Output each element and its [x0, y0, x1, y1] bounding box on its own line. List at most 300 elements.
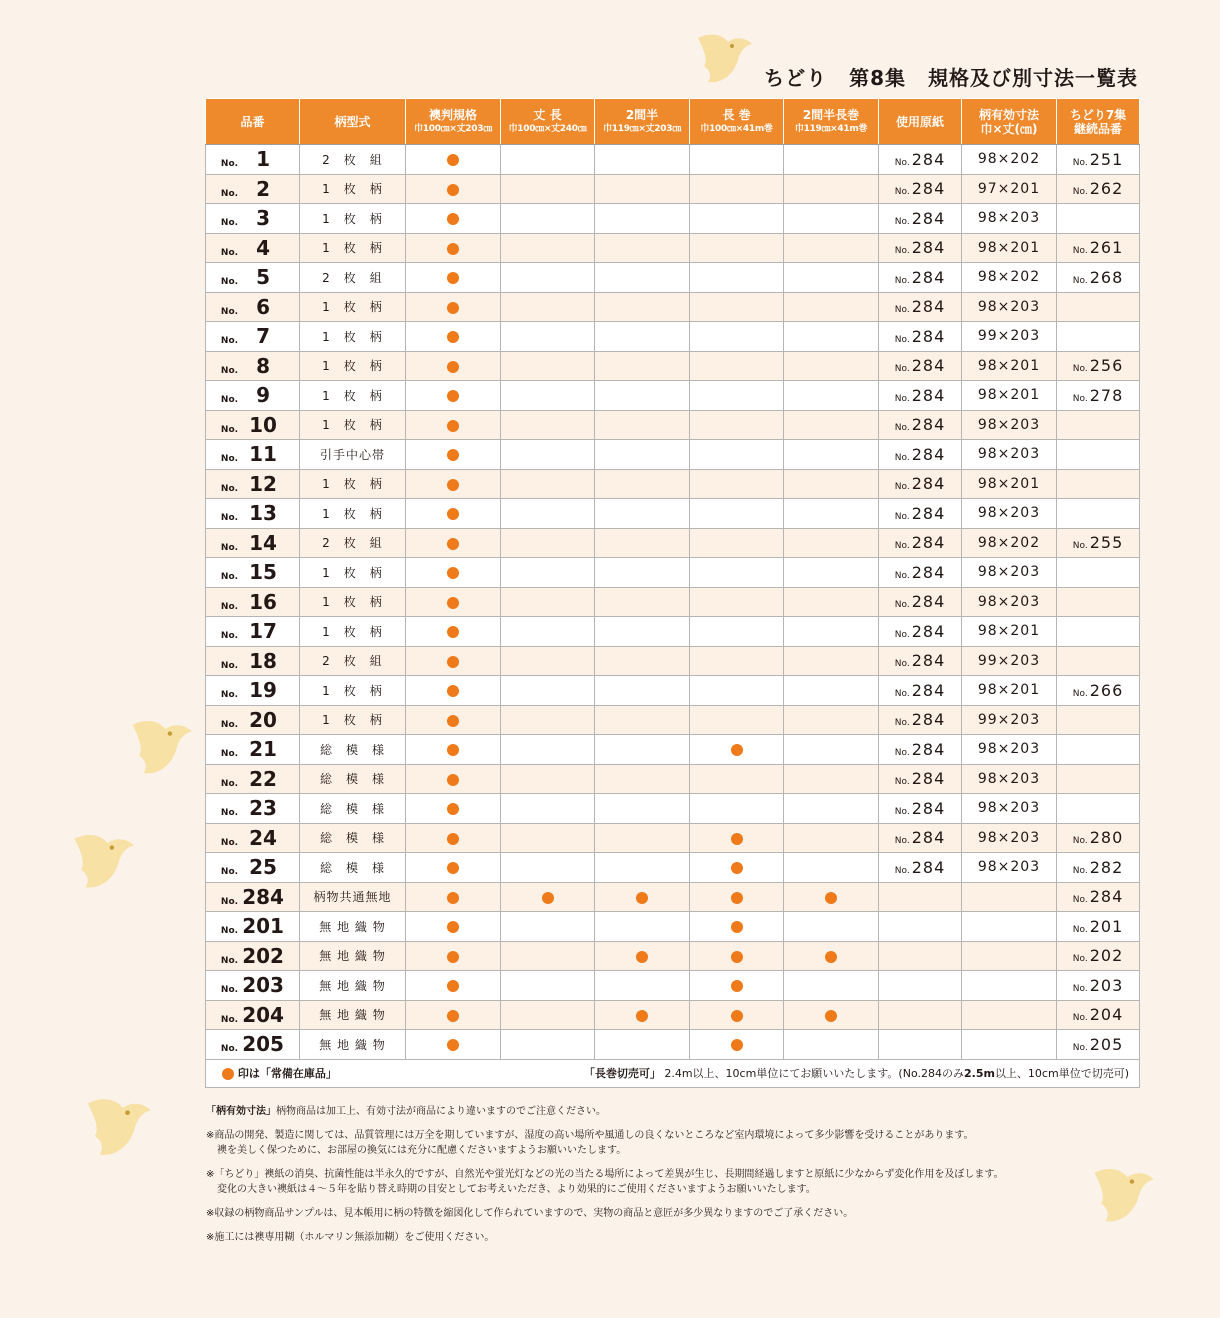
effective-size-cell	[962, 941, 1057, 971]
no-prefix: No.	[894, 747, 910, 758]
base-paper-cell	[879, 174, 962, 204]
table-row	[206, 440, 1140, 470]
effective-size-cell: 98×201	[962, 351, 1057, 381]
niken-roll-cell	[784, 263, 879, 293]
previous-number-cell	[1057, 1000, 1140, 1030]
previous-number-cell	[1057, 204, 1140, 234]
base-paper-number: 284	[911, 503, 946, 523]
previous-number: 266	[1089, 680, 1124, 700]
long-size-cell	[501, 912, 595, 942]
base-paper-number: 284	[911, 385, 946, 405]
base-paper-cell	[879, 941, 962, 971]
base-paper-cell	[879, 499, 962, 529]
std-size-cell	[406, 676, 501, 706]
orange-dot-icon	[825, 951, 837, 963]
long-size-cell	[501, 853, 595, 883]
std-size-cell	[406, 204, 501, 234]
niken-roll-cell	[784, 587, 879, 617]
no-prefix: No.	[220, 454, 239, 465]
note-item	[206, 1206, 1126, 1221]
stock-legend-label: 「常備在庫品」	[259, 1067, 337, 1080]
product-number: 12	[249, 471, 277, 496]
pattern-type-cell: 1 枚 柄	[300, 705, 406, 735]
table-row	[206, 499, 1140, 529]
no-prefix: No.	[220, 336, 239, 347]
base-paper-cell	[879, 204, 962, 234]
orange-dot-icon	[825, 1010, 837, 1022]
product-number: 7	[256, 324, 271, 349]
orange-dot-icon	[731, 833, 743, 845]
orange-dot-icon	[731, 951, 743, 963]
previous-number-cell	[1057, 1030, 1140, 1060]
previous-number: 268	[1089, 267, 1124, 287]
pattern-type-cell: 1 枚 柄	[300, 381, 406, 411]
roll-cell	[690, 794, 784, 824]
std-size-cell	[406, 1000, 501, 1030]
no-prefix: No.	[894, 393, 910, 404]
niken-size-cell	[595, 941, 690, 971]
no-prefix: No.	[894, 246, 910, 257]
no-prefix: No.	[894, 482, 910, 493]
no-prefix: No.	[220, 926, 239, 937]
base-paper-number: 284	[911, 474, 946, 494]
roll-cell	[690, 263, 784, 293]
roll-cell	[690, 676, 784, 706]
niken-roll-cell	[784, 764, 879, 794]
niken-size-cell	[595, 263, 690, 293]
product-number-cell	[206, 381, 300, 411]
product-number: 21	[249, 737, 277, 762]
orange-dot-icon	[447, 656, 459, 668]
effective-size-cell: 99×203	[962, 646, 1057, 676]
no-prefix: No.	[894, 600, 910, 611]
base-paper-cell	[879, 587, 962, 617]
orange-dot-icon	[447, 479, 459, 491]
orange-dot-icon	[447, 892, 459, 904]
niken-roll-cell	[784, 705, 879, 735]
column-header	[406, 99, 501, 145]
no-prefix: No.	[220, 159, 239, 170]
no-prefix: No.	[1072, 1042, 1088, 1053]
roll-cell	[690, 558, 784, 588]
roll-cell	[690, 764, 784, 794]
product-number: 202	[242, 943, 284, 968]
long-size-cell	[501, 174, 595, 204]
pattern-type-cell: 無 地 織 物	[300, 1030, 406, 1060]
cut-legend-label: 「長巻切売可」	[583, 1067, 661, 1080]
base-paper-number: 284	[911, 769, 946, 789]
long-size-cell	[501, 1000, 595, 1030]
roll-cell	[690, 528, 784, 558]
product-number: 25	[249, 855, 277, 880]
no-prefix: No.	[220, 395, 239, 406]
no-prefix: No.	[894, 688, 910, 699]
base-paper-number: 284	[911, 562, 946, 582]
product-number: 24	[249, 825, 277, 850]
orange-dot-icon	[447, 1010, 459, 1022]
previous-number-cell	[1057, 263, 1140, 293]
no-prefix: No.	[220, 631, 239, 642]
previous-number: 204	[1089, 1005, 1124, 1025]
no-prefix: No.	[894, 836, 910, 847]
base-paper-number: 284	[911, 208, 946, 228]
base-paper-number: 284	[911, 149, 946, 169]
effective-size-cell: 98×203	[962, 823, 1057, 853]
product-number: 4	[256, 235, 271, 260]
niken-roll-cell	[784, 853, 879, 883]
niken-roll-cell	[784, 882, 879, 912]
column-header	[784, 99, 879, 145]
effective-size-cell: 98×203	[962, 499, 1057, 529]
pattern-type-cell: 無 地 織 物	[300, 912, 406, 942]
cut-legend-after: 以上、10cm単位で切売可)	[994, 1067, 1129, 1080]
no-prefix: No.	[894, 275, 910, 286]
effective-size-cell: 98×203	[962, 558, 1057, 588]
product-number: 9	[256, 383, 271, 408]
base-paper-cell	[879, 469, 962, 499]
long-size-cell	[501, 941, 595, 971]
roll-cell	[690, 322, 784, 352]
table-row	[206, 381, 1140, 411]
niken-size-cell	[595, 528, 690, 558]
effective-size-cell: 98×203	[962, 204, 1057, 234]
long-size-cell	[501, 263, 595, 293]
no-prefix: No.	[220, 306, 239, 317]
previous-number-cell	[1057, 971, 1140, 1001]
no-prefix: No.	[220, 1044, 239, 1055]
niken-roll-cell	[784, 292, 879, 322]
niken-size-cell	[595, 823, 690, 853]
product-number-cell	[206, 823, 300, 853]
niken-size-cell	[595, 469, 690, 499]
base-paper-cell	[879, 705, 962, 735]
roll-cell	[690, 705, 784, 735]
previous-number-cell	[1057, 646, 1140, 676]
niken-size-cell	[595, 204, 690, 234]
roll-cell	[690, 469, 784, 499]
niken-roll-cell	[784, 558, 879, 588]
base-paper-cell	[879, 1000, 962, 1030]
base-paper-cell	[879, 145, 962, 175]
base-paper-cell	[879, 971, 962, 1001]
base-paper-cell	[879, 351, 962, 381]
product-number-cell	[206, 912, 300, 942]
std-size-cell	[406, 912, 501, 942]
product-number-cell	[206, 558, 300, 588]
product-number: 16	[249, 589, 277, 614]
no-prefix: No.	[220, 218, 239, 229]
note-item	[206, 1104, 1126, 1119]
product-number-cell	[206, 705, 300, 735]
product-number: 201	[242, 914, 284, 939]
base-paper-cell	[879, 263, 962, 293]
orange-dot-icon	[447, 272, 459, 284]
product-number-cell	[206, 1030, 300, 1060]
base-paper-cell	[879, 528, 962, 558]
no-prefix: No.	[220, 867, 239, 878]
base-paper-number: 284	[911, 415, 946, 435]
orange-dot-icon	[447, 626, 459, 638]
no-prefix: No.	[220, 483, 239, 494]
product-number-cell	[206, 351, 300, 381]
product-number-cell	[206, 469, 300, 499]
base-paper-cell	[879, 558, 962, 588]
std-size-cell	[406, 351, 501, 381]
table-row	[206, 469, 1140, 499]
chidori-bird-icon	[66, 830, 138, 896]
product-number: 14	[249, 530, 277, 555]
effective-size-cell: 98×201	[962, 469, 1057, 499]
table-header-row	[206, 99, 1140, 145]
page-title	[764, 62, 1138, 91]
niken-roll-cell	[784, 233, 879, 263]
cut-legend-text: 2.4m以上、10cm単位にてお願いいたします。(No.284のみ	[664, 1067, 964, 1080]
no-prefix: No.	[894, 452, 910, 463]
column-header-label: 柄型式	[334, 115, 371, 129]
long-size-cell	[501, 676, 595, 706]
pattern-type-cell: 柄物共通無地	[300, 882, 406, 912]
effective-size-cell: 99×203	[962, 322, 1057, 352]
table-row	[206, 676, 1140, 706]
effective-size-cell: 98×203	[962, 410, 1057, 440]
pattern-type-cell: 1 枚 柄	[300, 469, 406, 499]
column-header-label: 丈 長	[533, 107, 562, 122]
column-header-sublabel: 巾100㎝×丈203㎝	[414, 123, 492, 134]
previous-number-cell	[1057, 469, 1140, 499]
long-size-cell	[501, 617, 595, 647]
pattern-type-cell: 2 枚 組	[300, 145, 406, 175]
long-size-cell	[501, 823, 595, 853]
column-header	[690, 99, 784, 145]
base-paper-cell	[879, 823, 962, 853]
previous-number: 203	[1089, 975, 1124, 995]
product-number-cell	[206, 971, 300, 1001]
product-number-cell	[206, 499, 300, 529]
pattern-type-cell: 2 枚 組	[300, 646, 406, 676]
base-paper-number: 284	[911, 326, 946, 346]
std-size-cell	[406, 1030, 501, 1060]
no-prefix: No.	[894, 157, 910, 168]
column-header	[879, 99, 962, 145]
previous-number: 262	[1089, 179, 1124, 199]
note-continuation: 襖を美しく保つために、お部屋の換気には充分に配慮くださいますようお願いいたします。	[217, 1145, 627, 1156]
no-prefix: No.	[894, 629, 910, 640]
niken-roll-cell	[784, 676, 879, 706]
pattern-type-cell: 無 地 織 物	[300, 1000, 406, 1030]
previous-number: 205	[1089, 1034, 1124, 1054]
base-paper-number: 284	[911, 857, 946, 877]
niken-size-cell	[595, 764, 690, 794]
no-prefix: No.	[220, 985, 239, 996]
roll-cell	[690, 440, 784, 470]
effective-size-cell: 99×203	[962, 705, 1057, 735]
no-prefix: No.	[894, 659, 910, 670]
roll-cell	[690, 351, 784, 381]
niken-roll-cell	[784, 912, 879, 942]
base-paper-number: 284	[911, 651, 946, 671]
std-size-cell	[406, 145, 501, 175]
no-prefix: No.	[220, 1014, 239, 1025]
no-prefix: No.	[1072, 924, 1088, 935]
previous-number-cell	[1057, 410, 1140, 440]
product-number: 17	[249, 619, 277, 644]
product-number-cell	[206, 676, 300, 706]
roll-cell	[690, 1000, 784, 1030]
chidori-bird-icon	[124, 716, 196, 782]
niken-roll-cell	[784, 499, 879, 529]
no-prefix: No.	[220, 277, 239, 288]
niken-size-cell	[595, 853, 690, 883]
column-header	[1057, 99, 1140, 145]
no-prefix: No.	[1072, 836, 1088, 847]
long-size-cell	[501, 794, 595, 824]
table-row	[206, 174, 1140, 204]
effective-size-cell: 98×202	[962, 145, 1057, 175]
long-size-cell	[501, 646, 595, 676]
roll-cell	[690, 1030, 784, 1060]
orange-dot-icon	[447, 744, 459, 756]
long-size-cell	[501, 587, 595, 617]
note-continuation: 変化の大きい襖紙は４～５年を貼り替え時期の目安としてお考えいただき、より効果的にご使用くださいますようお願いいたします。	[217, 1184, 816, 1195]
no-prefix: No.	[1072, 275, 1088, 286]
pattern-type-cell: 総 模 様	[300, 794, 406, 824]
roll-cell	[690, 410, 784, 440]
column-header	[300, 99, 406, 145]
column-header-label: 柄有効寸法	[978, 107, 1039, 122]
product-number-cell	[206, 646, 300, 676]
product-number-cell	[206, 440, 300, 470]
table-row	[206, 853, 1140, 883]
no-prefix: No.	[220, 690, 239, 701]
niken-roll-cell	[784, 469, 879, 499]
roll-cell	[690, 499, 784, 529]
product-number: 203	[242, 973, 284, 998]
product-number-cell	[206, 794, 300, 824]
no-prefix: No.	[1072, 983, 1088, 994]
long-size-cell	[501, 292, 595, 322]
orange-dot-icon	[731, 892, 743, 904]
niken-size-cell	[595, 676, 690, 706]
pattern-type-cell: 1 枚 柄	[300, 617, 406, 647]
previous-number-cell	[1057, 705, 1140, 735]
no-prefix: No.	[894, 334, 910, 345]
column-header	[206, 99, 300, 145]
product-number-cell	[206, 174, 300, 204]
niken-roll-cell	[784, 971, 879, 1001]
previous-number-cell	[1057, 912, 1140, 942]
column-header-label: 襖判規格	[428, 107, 477, 122]
niken-size-cell	[595, 646, 690, 676]
pattern-type-cell: 2 枚 組	[300, 528, 406, 558]
base-paper-number: 284	[911, 798, 946, 818]
no-prefix: No.	[894, 423, 910, 434]
effective-size-cell: 98×203	[962, 794, 1057, 824]
niken-size-cell	[595, 705, 690, 735]
std-size-cell	[406, 263, 501, 293]
roll-cell	[690, 174, 784, 204]
column-header-sublabel: 継続品番	[1073, 121, 1122, 136]
title-collection: 第8集	[849, 66, 906, 90]
roll-cell	[690, 646, 784, 676]
orange-dot-icon	[447, 302, 459, 314]
long-size-cell	[501, 499, 595, 529]
niken-roll-cell	[784, 1030, 879, 1060]
no-prefix: No.	[220, 247, 239, 258]
no-prefix: No.	[220, 601, 239, 612]
orange-dot-icon	[447, 803, 459, 815]
previous-number-cell	[1057, 440, 1140, 470]
product-number-cell	[206, 882, 300, 912]
orange-dot-icon	[447, 449, 459, 461]
cut-legend	[584, 1065, 1139, 1081]
base-paper-cell	[879, 410, 962, 440]
previous-number-cell	[1057, 145, 1140, 175]
roll-cell	[690, 145, 784, 175]
base-paper-number: 284	[911, 356, 946, 376]
table-row	[206, 794, 1140, 824]
base-paper-number: 284	[911, 238, 946, 258]
orange-dot-icon	[447, 774, 459, 786]
orange-dot-icon	[447, 243, 459, 255]
niken-size-cell	[595, 912, 690, 942]
table-row	[206, 617, 1140, 647]
base-paper-number: 284	[911, 621, 946, 641]
no-prefix: No.	[1072, 157, 1088, 168]
no-prefix: No.	[220, 749, 239, 760]
niken-size-cell	[595, 1000, 690, 1030]
no-prefix: No.	[894, 541, 910, 552]
table-row	[206, 292, 1140, 322]
previous-number-cell	[1057, 882, 1140, 912]
column-header-sublabel: 巾×丈(㎝)	[980, 121, 1038, 136]
product-number: 284	[242, 884, 284, 909]
pattern-type-cell: 1 枚 柄	[300, 351, 406, 381]
base-paper-number: 284	[911, 592, 946, 612]
product-number-cell	[206, 853, 300, 883]
product-number: 20	[249, 707, 277, 732]
no-prefix: No.	[220, 572, 239, 583]
no-prefix: No.	[1072, 688, 1088, 699]
effective-size-cell: 98×202	[962, 528, 1057, 558]
previous-number: 251	[1089, 149, 1124, 169]
orange-dot-icon	[447, 538, 459, 550]
previous-number-cell	[1057, 587, 1140, 617]
orange-dot-icon	[731, 1010, 743, 1022]
niken-size-cell	[595, 971, 690, 1001]
long-size-cell	[501, 735, 595, 765]
niken-roll-cell	[784, 204, 879, 234]
cut-legend-bold: 2.5m	[963, 1067, 995, 1080]
note-item	[206, 1167, 1126, 1197]
base-paper-number: 284	[911, 533, 946, 553]
previous-number: 256	[1089, 356, 1124, 376]
std-size-cell	[406, 381, 501, 411]
no-prefix: No.	[220, 188, 239, 199]
base-paper-cell	[879, 853, 962, 883]
previous-number: 280	[1089, 828, 1124, 848]
base-paper-cell	[879, 292, 962, 322]
orange-dot-icon	[447, 685, 459, 697]
legend-row	[206, 1059, 1140, 1087]
product-number-cell	[206, 233, 300, 263]
pattern-type-cell: 総 模 様	[300, 823, 406, 853]
product-number: 204	[242, 1002, 284, 1027]
effective-size-cell: 98×201	[962, 381, 1057, 411]
no-prefix: No.	[220, 955, 239, 966]
pattern-type-cell: 1 枚 柄	[300, 587, 406, 617]
effective-size-cell: 98×201	[962, 617, 1057, 647]
no-prefix: No.	[1072, 895, 1088, 906]
